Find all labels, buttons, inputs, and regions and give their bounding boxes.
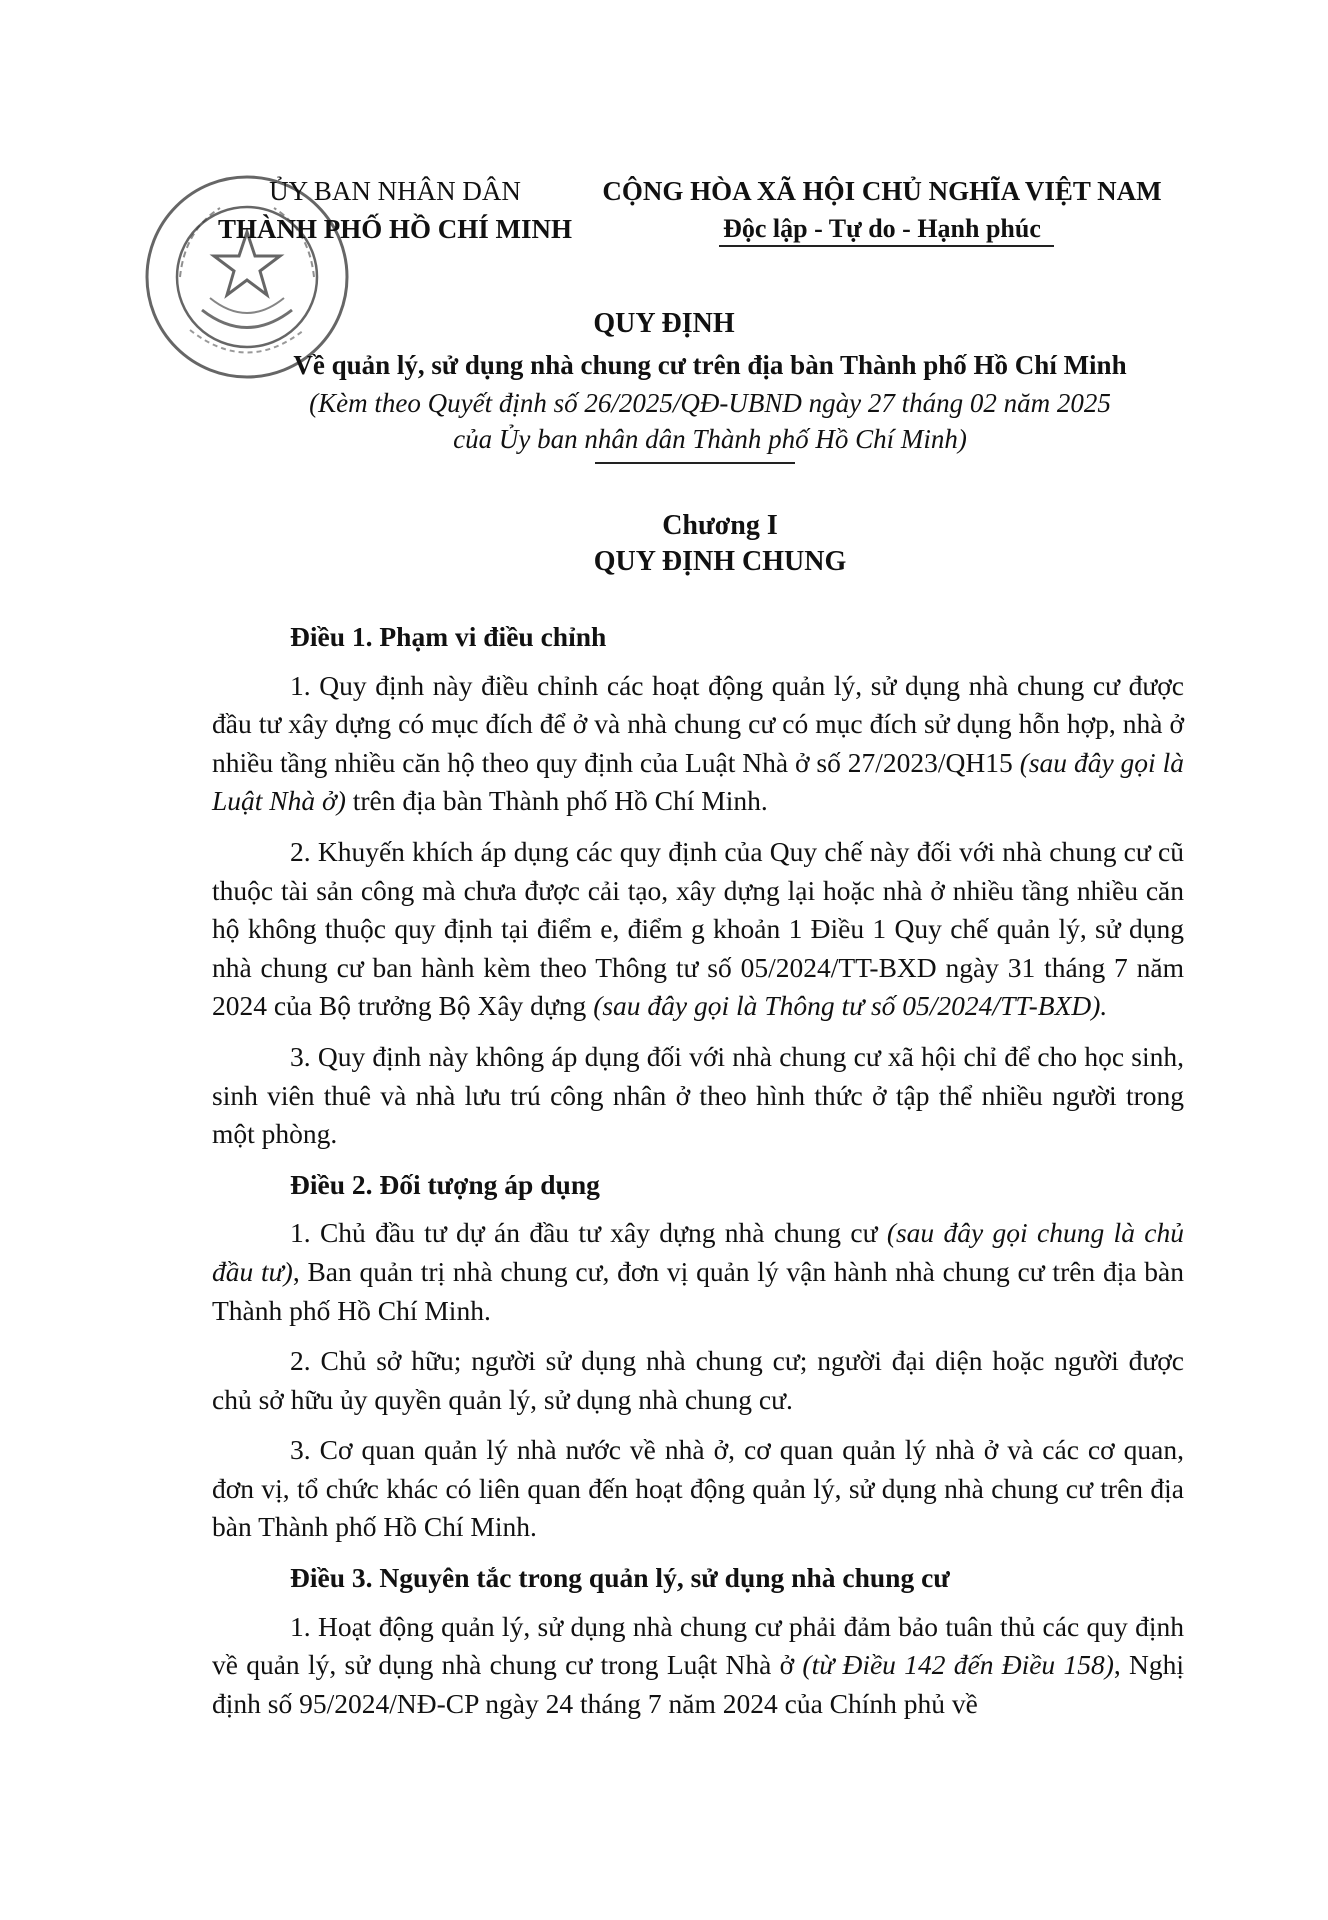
article-1-paragraph-3: 3. Quy định này không áp dụng đối với nhà chung cư xã hội chỉ để cho học sinh, sinh viên thuê và nhà lưu trú công nhân ở theo hình thức ở tập thể nhiều người trong một phòng.: [212, 1040, 1184, 1150]
country-name: CỘNG HÒA XÃ HỘI CHỦ NGHĨA VIỆT NAM: [602, 176, 1162, 206]
article-2-paragraph-1: 1. Chủ đầu tư dự án đầu tư xây dựng nhà chung cư (sau đây gọi chung là chủ đầu tư), Ban quản trị nhà chung cư, đơn vị quản lý vận hành nhà chung cư trên địa bàn Thành phố Hồ Chí Minh.: [212, 1217, 1185, 1326]
document-subject: Về quản lý, sử dụng nhà chung cư trên địa bàn Thành phố Hồ Chí Minh: [293, 350, 1127, 380]
title-underline: [595, 462, 795, 464]
chapter-name: QUY ĐỊNH CHUNG: [593, 546, 847, 577]
article-2-heading: Điều 2. Đối tượng áp dụng: [290, 1168, 600, 1200]
article-3-heading: Điều 3. Nguyên tắc trong quản lý, sử dụng nhà chung cư: [290, 1562, 950, 1594]
document-title: QUY ĐỊNH: [593, 308, 735, 339]
document-reference-1: (Kèm theo Quyết định số 26/2025/QĐ-UBND ngày 27 tháng 02 năm 2025: [309, 388, 1111, 418]
document-body: [212, 618, 1184, 1735]
article-2-paragraph-3: 3. Cơ quan quản lý nhà nước về nhà ở, cơ quan quản lý nhà ở và các cơ quan, đơn vị, tổ chức khác có liên quan đến hoạt động quản lý, sử dụng nhà chung cư trên địa bàn Thành phố Hồ Chí Minh.: [212, 1434, 1184, 1543]
authority-line-2: THÀNH PHỐ HỒ CHÍ MINH: [217, 214, 572, 244]
article-2-paragraph-2: 2. Chủ sở hữu; người sử dụng nhà chung cư; người đại diện hoặc người được chủ sở hữu ủy quyền quản lý, sử dụng nhà chung cư.: [212, 1345, 1184, 1415]
authority-line-1: ỦY BAN NHÂN DÂN: [269, 176, 521, 206]
article-1-paragraph-2: 2. Khuyến khích áp dụng các quy định của Quy chế này đối với nhà chung cư cũ thuộc tài sản công mà chưa được cải tạo, xây dựng lại hoặc nhà ở nhiều tầng nhiều căn hộ không thuộc quy định tại điểm e, điểm g khoản 1 Điều 1 Quy chế quản lý, sử dụng nhà chung cư ban hành kèm theo Thông tư số 05/2024/TT-BXD ngày 31 tháng 7 năm 2024 của Bộ trưởng Bộ Xây dựng (sau đây gọi là Thông tư số 05/2024/TT-BXD).: [212, 835, 1184, 1022]
document-reference-2: của Ủy ban nhân dân Thành phố Hồ Chí Minh): [453, 424, 967, 454]
national-motto: [582, 172, 1182, 248]
issuing-authority: [200, 172, 590, 248]
motto-underline: [719, 245, 1054, 247]
article-1-paragraph-1: 1. Quy định này điều chỉnh các hoạt động quản lý, sử dụng nhà chung cư được đầu tư xây dựng có mục đích để ở và nhà chung cư có mục đích sử dụng hỗn hợp, nhà ở nhiều tầng nhiều căn hộ theo quy định của Luật Nhà ở số 27/2023/QH15 (sau đây gọi là Luật Nhà ở) trên địa bàn Thành phố Hồ Chí Minh.: [212, 669, 1184, 817]
motto: Độc lập - Tự do - Hạnh phúc: [723, 214, 1041, 243]
article-1-heading: Điều 1. Phạm vi điều chỉnh: [290, 621, 607, 652]
chapter-number: Chương I: [662, 510, 778, 541]
article-3-paragraph-1: 1. Hoạt động quản lý, sử dụng nhà chung cư phải đảm bảo tuân thủ các quy định về quản lý, sử dụng nhà chung cư trong Luật Nhà ở (từ Điều 142 đến Điều 158), Nghị định số 95/2024/NĐ-CP ngày 24 tháng 7 năm 2024 của Chính phủ về: [212, 1610, 1185, 1719]
